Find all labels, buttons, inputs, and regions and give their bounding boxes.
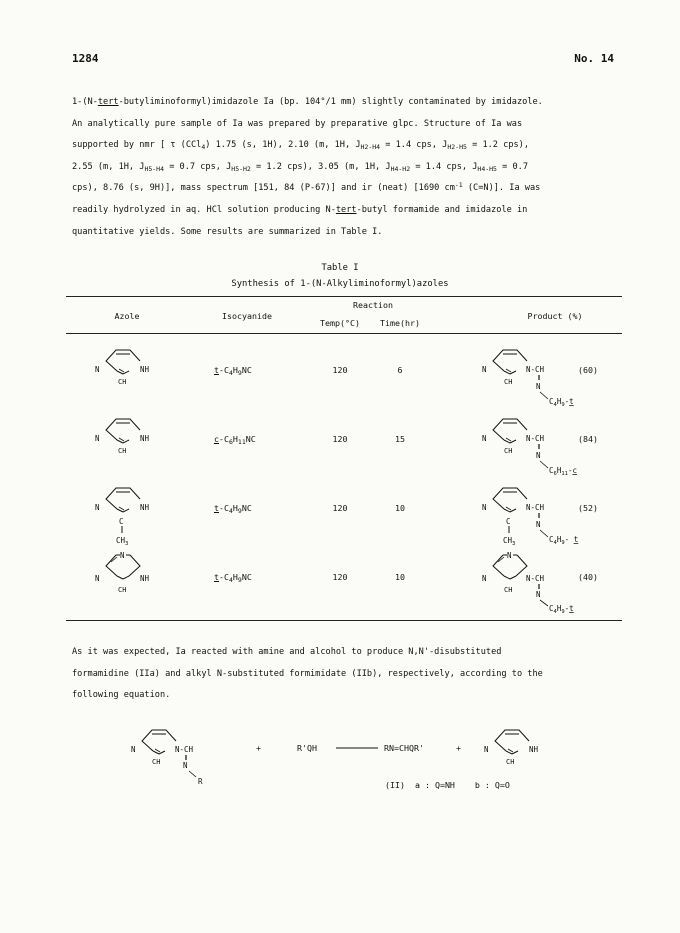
- svg-text:C: C: [119, 517, 124, 526]
- col-temp: Temp(°C): [320, 318, 360, 328]
- svg-text:N: N: [482, 574, 487, 583]
- svg-text:N: N: [95, 503, 100, 512]
- svg-text:CH: CH: [504, 378, 513, 386]
- table-caption: Synthesis of 1-(N-Alkyliminoformyl)azoles: [231, 279, 449, 289]
- product-structure-4: [482, 551, 574, 615]
- time-cell: 15: [395, 434, 405, 444]
- svg-text:N: N: [536, 451, 541, 460]
- svg-text:N-CH: N-CH: [526, 503, 545, 512]
- equation-plus-1: +: [256, 743, 261, 753]
- svg-text:N-CH: N-CH: [526, 365, 545, 374]
- svg-text:N: N: [482, 365, 487, 374]
- svg-text:CH3: $CH_3$: [116, 536, 129, 547]
- after-paragraph: [72, 642, 618, 707]
- yield-cell: (52): [578, 503, 598, 513]
- svg-text:N: N: [131, 745, 136, 754]
- after-paragraph-line: formamidine (IIa) and alkyl N-substituted formimidate (IIb), respectively, according to the: [72, 668, 543, 679]
- svg-text:N: N: [536, 520, 541, 529]
- svg-text:NH: NH: [140, 503, 150, 512]
- svg-text:C6H11-c: $C_6H_{11}-c$: [549, 466, 577, 477]
- svg-text:CH: CH: [504, 447, 513, 455]
- table-label: Table I: [321, 263, 359, 273]
- svg-text:N: N: [183, 761, 188, 770]
- azole-structure-3: [95, 488, 150, 547]
- isocyanide-cell: $t-C_4H_9NC$: [214, 365, 252, 377]
- svg-text:N: N: [120, 551, 125, 560]
- yield-cell: (60): [578, 365, 598, 375]
- yield-cell: (84): [578, 434, 598, 444]
- temp-cell: 120: [332, 365, 348, 375]
- svg-text:N-CH: N-CH: [526, 434, 545, 443]
- after-paragraph-line: As it was expected, Ia reacted with amine and alcohol to produce N,N'-disubstituted: [72, 647, 502, 657]
- svg-text:N: N: [484, 745, 489, 754]
- col-isocyanide: Isocyanide: [222, 311, 272, 321]
- svg-text:CH: CH: [118, 378, 127, 386]
- product-structure-3: [482, 488, 578, 547]
- svg-text:CH: CH: [118, 447, 127, 455]
- equation-imidazole-structure: [484, 730, 539, 766]
- svg-text:NH: NH: [140, 365, 150, 374]
- intro-paragraph-line: An analytically pure sample of Ia was prepared by preparative glpc. Structure of Ia was: [72, 118, 523, 129]
- col-reaction: Reaction: [353, 300, 393, 310]
- intro-paragraph-line: quantitative yields. Some results are summarized in Table I.: [72, 226, 383, 237]
- intro-paragraph-line: readily hydrolyzed in aq. HCl solution producing N-tert-butyl formamide and imidazole in: [72, 204, 528, 215]
- svg-text:NH: NH: [140, 574, 150, 583]
- temp-cell: 120: [332, 503, 348, 513]
- svg-text:C4H9-t: $C_4H_9-t$: [549, 604, 574, 615]
- svg-text:C4H9- t: $C_4H_9-$ t: [549, 535, 579, 546]
- product-structure-1: [482, 350, 574, 408]
- col-product: Product (%): [527, 311, 583, 321]
- svg-text:C4H9-t: $C_4H_9-t$: [549, 397, 574, 408]
- temp-cell: 120: [332, 434, 348, 444]
- equation-reagent: R'QH: [297, 743, 317, 753]
- isocyanide-cell: $t-C_4H_9NC$: [214, 572, 252, 584]
- intro-paragraph-line: 2.55 (m, 1H, $J_{H5-H4} = 0.7$ cps, $J_{H5-H2} = 1.2$ cps), 3.05 (m, 1H, $J_{H4-H2} = 1.4$ cps, $J_{H4-H5} = 0.7$: [72, 161, 529, 173]
- col-time: Time(hr): [380, 318, 420, 328]
- svg-text:CH: CH: [504, 586, 513, 594]
- svg-text:NH: NH: [140, 434, 150, 443]
- svg-text:N: N: [95, 365, 100, 374]
- time-cell: 10: [395, 572, 405, 582]
- product-structure-2: [482, 419, 577, 477]
- equation-plus-2: +: [456, 743, 461, 753]
- isocyanide-cell: $t-C_4H_9NC$: [214, 503, 252, 515]
- svg-text:N: N: [482, 503, 487, 512]
- svg-text:N-CH: N-CH: [175, 745, 194, 754]
- page-number: 1284: [72, 52, 99, 65]
- isocyanide-cell: $c-C_6H_{11}NC$: [214, 434, 256, 446]
- time-cell: 10: [395, 503, 405, 513]
- time-cell: 6: [397, 365, 403, 375]
- svg-text:R: R: [198, 777, 203, 786]
- col-azole: Azole: [114, 311, 140, 321]
- intro-paragraph-line: cps), 8.76 (s, 9H)], mass spectrum [151, 84 (P-67)] and ir (neat) [1690 $cm^{-1}$ (C=N)]. Ia was: [72, 181, 541, 194]
- svg-text:N: N: [507, 551, 512, 560]
- svg-text:CH: CH: [118, 586, 127, 594]
- svg-text:C: C: [506, 517, 511, 526]
- svg-text:N: N: [536, 590, 541, 599]
- svg-text:N-CH: N-CH: [526, 574, 545, 583]
- svg-text:CH: CH: [152, 758, 161, 766]
- intro-paragraph-line: supported by nmr [ τ (CCl$_4$) 1.75 (s, 1H), 2.10 (m, 1H, $J_{H2-H4} = 1.4$ cps, $J_{H2-H5} = 1.2$ cps),: [72, 140, 530, 152]
- svg-text:NH: NH: [529, 745, 539, 754]
- svg-text:N: N: [95, 574, 100, 583]
- svg-text:CH: CH: [506, 758, 515, 766]
- issue-number: No. 14: [574, 52, 614, 65]
- intro-paragraph-line: 1-(N-tert-butyliminoformyl)imidazole Ia (bp. 104°/1 mm) slightly contaminated by imidazole.: [72, 97, 543, 107]
- svg-text:N: N: [95, 434, 100, 443]
- after-paragraph-line: following equation.: [72, 690, 171, 701]
- equation-reactant-structure: [131, 730, 203, 786]
- azole-structure-2: [95, 419, 150, 455]
- svg-text:N: N: [536, 382, 541, 391]
- table-bottom-rule: [66, 620, 622, 621]
- azole-structure-4: [95, 551, 150, 594]
- equation-label: (II) a : Q=NH b : Q=O: [385, 780, 510, 790]
- temp-cell: 120: [332, 572, 348, 582]
- svg-text:CH3: $CH_3$: [503, 536, 516, 547]
- svg-text:N: N: [482, 434, 487, 443]
- yield-cell: (40): [578, 572, 598, 582]
- azole-structure-1: [95, 350, 150, 386]
- equation-product: RN=CHQR': [384, 743, 424, 753]
